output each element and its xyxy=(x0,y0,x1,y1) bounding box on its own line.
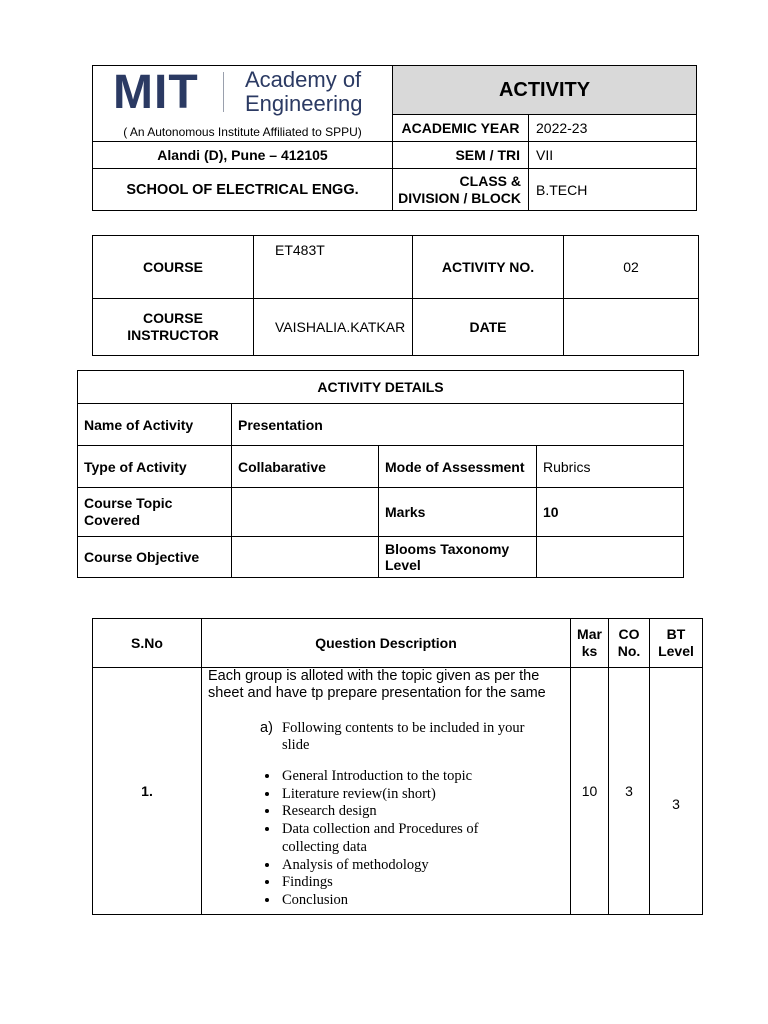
header-table xyxy=(92,65,697,211)
sub-question-label: a) xyxy=(260,720,273,736)
activity-no-value: 02 xyxy=(564,236,699,299)
activity-no-label: ACTIVITY NO. xyxy=(413,236,564,299)
academic-year-label: ACADEMIC YEAR xyxy=(393,115,529,142)
blooms-level-value xyxy=(537,537,684,578)
academic-year-value: 2022-23 xyxy=(529,115,697,142)
question-co: 3 xyxy=(609,668,650,915)
question-description xyxy=(202,668,571,915)
mit-logo: MIT xyxy=(113,66,199,119)
question-description-header: Question Description xyxy=(202,619,571,668)
list-item: • Analysis of methodology xyxy=(280,857,564,875)
logo-academy-text: Academy of Engineering xyxy=(245,67,363,116)
question-table xyxy=(92,618,703,915)
activity-details-heading: ACTIVITY DETAILS xyxy=(78,371,684,404)
instructor-name: VAISHALIA.KATKAR xyxy=(254,299,413,356)
address-text: Alandi (D), Pune – 412105 xyxy=(93,142,393,169)
marks-value: 10 xyxy=(537,488,684,537)
marks-label: Marks xyxy=(379,488,537,537)
school-name: SCHOOL OF ELECTRICAL ENGG. xyxy=(93,169,393,211)
course-table xyxy=(92,235,699,356)
date-value xyxy=(564,299,699,356)
class-label: CLASS & DIVISION / BLOCK xyxy=(393,169,529,211)
bt-header: BT Level xyxy=(650,619,703,668)
question-intro-line: Each group is alloted with the topic given as per the xyxy=(208,668,540,684)
question-marks: 10 xyxy=(571,668,609,915)
list-item: • Conclusion xyxy=(280,892,564,910)
list-item: • General Introduction to the topic xyxy=(280,768,564,786)
table-row xyxy=(93,668,703,915)
course-objective-label: Course Objective xyxy=(78,537,232,578)
date-label: DATE xyxy=(413,299,564,356)
activity-details-table xyxy=(77,370,684,578)
logo-divider xyxy=(223,72,224,112)
course-topic-label: Course Topic Covered xyxy=(78,488,232,537)
sem-value: VII xyxy=(529,142,697,169)
content-bullet-list xyxy=(208,768,564,910)
question-intro-line: sheet and have tp prepare presentation for the same xyxy=(208,685,546,701)
sub-question-text: Following contents to be included in your slide xyxy=(282,720,525,753)
list-item: • Findings xyxy=(280,874,564,892)
course-label: COURSE xyxy=(93,236,254,299)
name-of-activity-label: Name of Activity xyxy=(78,404,232,446)
sno-header: S.No xyxy=(93,619,202,668)
blooms-level-label: Blooms Taxonomy Level xyxy=(379,537,537,578)
mode-of-assessment-label: Mode of Assessment xyxy=(379,446,537,488)
list-item: • Research design xyxy=(280,803,564,821)
question-sno: 1. xyxy=(93,668,202,915)
list-item: • Data collection and Procedures of collecting data xyxy=(280,821,564,856)
sub-question xyxy=(260,720,564,754)
activity-title: ACTIVITY xyxy=(393,66,697,115)
name-of-activity-value: Presentation xyxy=(232,404,684,446)
class-value: B.TECH xyxy=(529,169,697,211)
list-item: • Literature review(in short) xyxy=(280,786,564,804)
type-of-activity-label: Type of Activity xyxy=(78,446,232,488)
type-of-activity-value: Collabarative xyxy=(232,446,379,488)
course-topic-value xyxy=(232,488,379,537)
co-header: CO No. xyxy=(609,619,650,668)
mode-of-assessment-value: Rubrics xyxy=(537,446,684,488)
marks-header: Mar ks xyxy=(571,619,609,668)
course-code: ET483T xyxy=(254,236,413,299)
course-objective-value xyxy=(232,537,379,578)
question-bt-level: 3 xyxy=(650,668,703,915)
affiliation-text: ( An Autonomous Institute Affiliated to SPPU) xyxy=(123,125,362,139)
logo-cell xyxy=(93,66,393,142)
instructor-label: COURSE INSTRUCTOR xyxy=(93,299,254,356)
sem-label: SEM / TRI xyxy=(393,142,529,169)
